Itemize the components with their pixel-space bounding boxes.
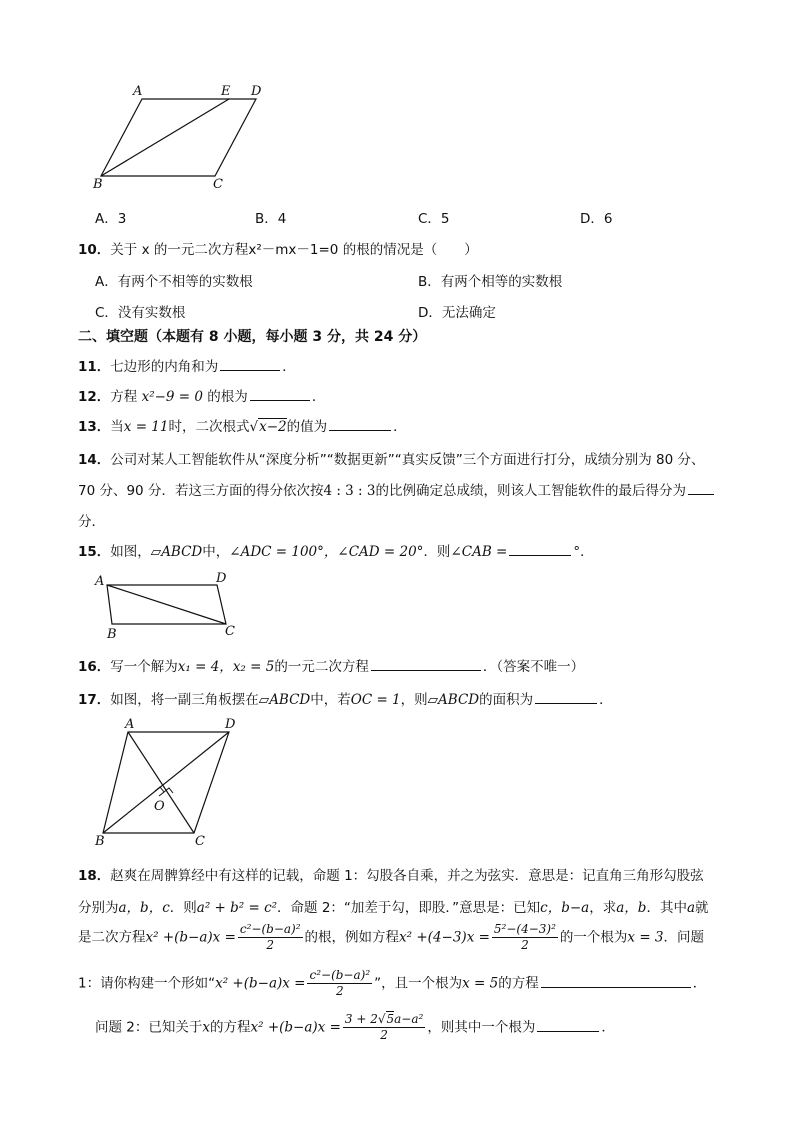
diagonal-ac xyxy=(128,732,194,833)
question-text-pre: 如图，▱ xyxy=(110,544,162,560)
fraction xyxy=(307,968,372,999)
question-13 xyxy=(78,415,407,435)
question-number: 16． xyxy=(78,659,111,675)
answer-blank[interactable] xyxy=(329,417,391,431)
label-a: A xyxy=(125,717,135,732)
question-text-post-2: 的面积为 xyxy=(479,692,534,708)
text: ．问题 xyxy=(663,929,705,946)
numerator-part: 3 + 2 xyxy=(344,1012,378,1026)
equation-lhs: x² +(b−a)x = xyxy=(145,929,236,946)
question-number: 15． xyxy=(78,544,111,560)
section-title-fill-in: 二、填空题（本题有 8 小题，每小题 3 分，共 24 分） xyxy=(78,329,427,345)
parallelogram-name: ABCD xyxy=(269,692,311,708)
parallelogram-name: ABCD xyxy=(161,544,203,560)
text: ．命题 2：“加差于勾，即股．”意思是：已知 xyxy=(277,900,541,916)
q10-option-a: A．有两个不相等的实数根 xyxy=(95,274,253,290)
math-a: a xyxy=(686,900,696,916)
text: 的方程 xyxy=(210,1019,251,1036)
math-abc: a，b，c xyxy=(118,900,170,916)
fraction xyxy=(343,1012,425,1043)
question-18-line-2 xyxy=(78,896,709,916)
question-text-pre: 写一个解为 xyxy=(110,659,178,675)
question-18-line-4 xyxy=(78,968,706,999)
label-c: C xyxy=(195,834,205,849)
question-14-line-1 xyxy=(78,448,705,468)
q10-option-c: C．没有实数根 xyxy=(95,305,186,321)
radical-sign: √ xyxy=(249,419,259,435)
question-18-line-3 xyxy=(78,922,704,953)
question-16 xyxy=(78,655,584,675)
math-c-ba: c，b−a xyxy=(540,900,590,916)
math-ab: a，b xyxy=(616,900,647,916)
equation: x²−9 = 0 xyxy=(141,389,204,405)
question-text: 公司对某人工智能软件从“深度分析”“数据更新”“真实反馈”三个方面进行打分，成绩分别为 80 分、 xyxy=(110,452,705,468)
label-c: C xyxy=(213,177,223,192)
radical-sign: √ xyxy=(377,1012,386,1026)
question-text-post: 的一元二次方程 xyxy=(274,659,369,675)
label-a: A xyxy=(133,84,143,99)
given-length: OC = 1 xyxy=(350,692,401,708)
text: ．其中 xyxy=(646,900,687,916)
label-d: D xyxy=(216,571,227,586)
question-text: 七边形的内角和为 xyxy=(110,359,219,375)
question-text-pre: 当 xyxy=(110,419,124,435)
text: 分别为 xyxy=(78,900,119,916)
question-text-mid: 时，二次根式 xyxy=(168,419,250,435)
example-fraction xyxy=(492,922,558,953)
fraction xyxy=(238,922,303,953)
q9-option-a: A．3 xyxy=(95,211,127,227)
question-text-post: 的根为 xyxy=(203,389,248,405)
q10-option-b: B．有两个相等的实数根 xyxy=(418,274,563,290)
parallelogram-outline xyxy=(101,99,256,176)
q10-option-d: D．无法确定 xyxy=(418,305,496,321)
radicand: x−2 xyxy=(259,419,287,435)
fraction-numerator: c²−(b−a)² xyxy=(239,922,301,936)
question-number: 10． xyxy=(78,242,111,258)
question-text-mid: 中，若 xyxy=(310,692,351,708)
answer-blank[interactable] xyxy=(541,974,691,988)
question-number: 14． xyxy=(78,452,111,468)
question-10 xyxy=(78,238,478,258)
text: ． xyxy=(601,1019,615,1036)
question-text: 赵爽在周髀算经中有这样的记载，命题 1：勾股各自乘，并之为弦实．意思是：记直角三角形勾股弦 xyxy=(110,868,704,884)
text: 的一个根为 xyxy=(559,929,628,946)
text: 就 xyxy=(695,900,709,916)
condition: x = 11 xyxy=(123,419,169,435)
answer-blank[interactable] xyxy=(688,481,714,495)
fraction-denominator: 2 xyxy=(521,938,529,952)
diagonal-ac xyxy=(107,585,226,624)
q9-option-d: D．6 xyxy=(580,211,613,227)
fraction-denominator: 2 xyxy=(380,1028,388,1042)
fraction-denominator: 2 xyxy=(266,938,275,952)
diagonal-bd xyxy=(103,732,229,833)
fraction-numerator: 5²−(4−3)² xyxy=(493,922,556,936)
question-text-pre: 如图，将一副三角板摆在▱ xyxy=(110,692,270,708)
question-number: 17． xyxy=(78,692,111,708)
question-number: 13． xyxy=(78,419,111,435)
question-text-post: 的值为 xyxy=(286,419,328,435)
question-12 xyxy=(78,385,325,405)
segment-be xyxy=(101,99,229,176)
question-number: 12． xyxy=(78,389,111,405)
text: ． xyxy=(692,975,707,992)
answer-blank[interactable] xyxy=(509,542,571,556)
math-pythagoras: a² + b² = c² xyxy=(196,900,278,916)
root-2: x₂ = 5 xyxy=(232,659,275,675)
given-angles: ∠ADC = 100°，∠CAD = 20° xyxy=(229,544,424,560)
question-text-mid: 中， xyxy=(202,544,230,560)
text: 1：请你构建一个形如“ xyxy=(78,975,216,992)
radicand: 5 xyxy=(386,1012,395,1026)
question-number: 18． xyxy=(78,868,111,884)
label-c: C xyxy=(225,624,235,639)
fraction-denominator: 2 xyxy=(335,984,344,998)
answer-blank[interactable] xyxy=(535,690,597,704)
question-text: 70 分、90 分．若这三方面的得分依次按 xyxy=(78,483,324,499)
root-1: x₁ = 4， xyxy=(177,659,233,675)
label-e: E xyxy=(221,84,231,99)
question-11 xyxy=(78,355,296,375)
question-end: ． xyxy=(311,389,326,405)
answer-blank[interactable] xyxy=(537,1018,599,1032)
answer-blank[interactable] xyxy=(220,357,280,371)
text: ．则 xyxy=(169,900,197,916)
q9-option-c: C．5 xyxy=(418,211,450,227)
math-x: x xyxy=(202,1019,211,1036)
text: ，则其中一个根为 xyxy=(427,1019,536,1036)
label-d: D xyxy=(225,717,236,732)
answer-blank[interactable] xyxy=(250,387,310,401)
equation-lhs: x² +(b−a)x = xyxy=(250,1019,341,1036)
text: 问题 2：已知关于 xyxy=(95,1019,203,1036)
question-14-line-2 xyxy=(78,479,716,499)
example-root: x = 3 xyxy=(627,929,664,946)
text: ，求 xyxy=(589,900,617,916)
text: 的方程 xyxy=(498,975,539,992)
question-end: ． xyxy=(393,419,407,435)
question-end: ．（答案不唯一） xyxy=(482,659,585,675)
text: 的根，例如方程 xyxy=(304,929,400,946)
fraction-numerator xyxy=(343,1012,425,1028)
label-a: A xyxy=(95,574,105,589)
target-angle: ∠CAB = xyxy=(450,544,508,560)
numerator-part: a−a² xyxy=(394,1012,424,1026)
question-text: 的比例确定总成绩，则该人工智能软件的最后得分为 xyxy=(375,483,686,499)
question-17 xyxy=(78,688,613,708)
question-text-post: ，则▱ xyxy=(400,692,439,708)
figure-parallelogram-diagonal-ac xyxy=(90,568,250,643)
question-end: ． xyxy=(282,359,296,375)
question-15 xyxy=(78,540,594,560)
ratio: 4 : 3 : 3 xyxy=(323,483,376,499)
label-d: D xyxy=(251,84,262,99)
question-text: 关于 x 的一元二次方程x²－mx－1=0 的根的情况是（ ） xyxy=(110,242,478,258)
fraction-numerator: c²−(b−a)² xyxy=(309,968,371,982)
question-end: ． xyxy=(599,692,613,708)
example-lhs: x² +(4−3)x = xyxy=(399,929,490,946)
text: 是二次方程 xyxy=(78,929,146,946)
answer-blank[interactable] xyxy=(371,657,481,671)
text: ”，且一个根为 xyxy=(374,975,463,992)
question-18-line-1 xyxy=(78,864,704,884)
q9-option-b: B．4 xyxy=(255,211,287,227)
question-text-post: ．则 xyxy=(423,544,451,560)
label-b: B xyxy=(107,627,117,642)
parallelogram-name: ABCD xyxy=(438,692,480,708)
label-b: B xyxy=(93,177,103,192)
equation-lhs: x² +(b−a)x = xyxy=(215,975,306,992)
question-text-pre: 方程 xyxy=(110,389,142,405)
label-o: O xyxy=(154,799,165,814)
label-b: B xyxy=(95,834,105,849)
given-root: x = 5 xyxy=(462,975,499,992)
question-number: 11． xyxy=(78,359,111,375)
question-14-line-3: 分． xyxy=(78,514,105,530)
question-18-problem-2 xyxy=(95,1012,615,1043)
question-end: °． xyxy=(573,544,594,560)
figure-parallelogram-abcd-e xyxy=(85,78,275,193)
figure-parallelogram-diagonals xyxy=(90,712,250,852)
